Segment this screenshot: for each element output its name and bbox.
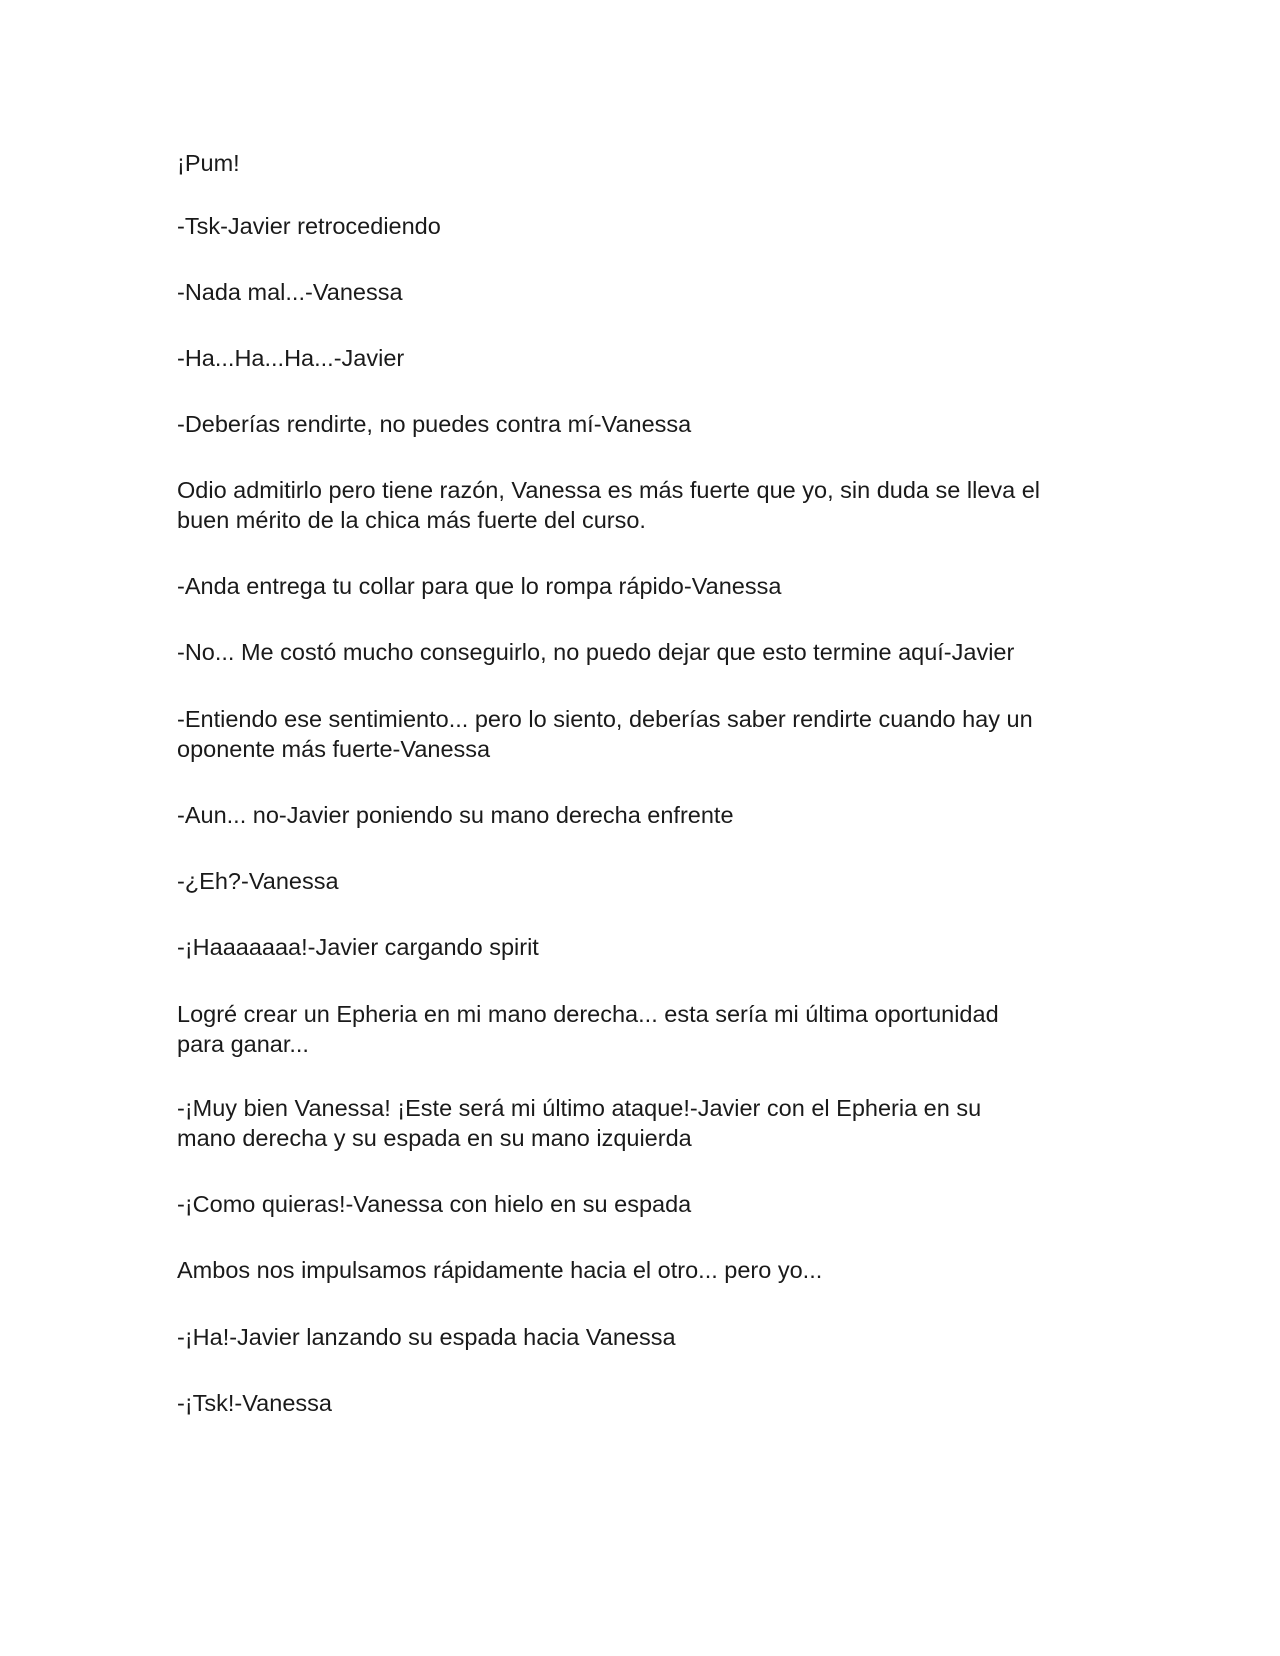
paragraph-13: [177, 999, 1117, 1059]
paragraph-6: [177, 475, 1117, 535]
paragraph-9: [177, 704, 1117, 764]
paragraph-1: ¡Pum!: [177, 150, 240, 176]
paragraph-14-line-2: mano derecha y su espada en su mano izquierda: [177, 1125, 692, 1151]
paragraph-5: -Deberías rendirte, no puedes contra mí-Vanessa: [177, 411, 692, 437]
paragraph-4: -Ha...Ha...Ha...-Javier: [177, 345, 405, 371]
paragraph-18: -¡Tsk!-Vanessa: [177, 1390, 332, 1416]
paragraph-10: -Aun... no-Javier poniendo su mano derecha enfrente: [177, 802, 734, 828]
paragraph-17: -¡Ha!-Javier lanzando su espada hacia Vanessa: [177, 1324, 676, 1350]
paragraph-14: [177, 1093, 1117, 1153]
paragraph-12: -¡Haaaaaaa!-Javier cargando spirit: [177, 934, 539, 960]
paragraph-16: Ambos nos impulsamos rápidamente hacia el otro... pero yo...: [177, 1257, 823, 1283]
paragraph-15: -¡Como quieras!-Vanessa con hielo en su espada: [177, 1191, 692, 1217]
paragraph-3: -Nada mal...-Vanessa: [177, 279, 403, 305]
paragraph-14-line-1: -¡Muy bien Vanessa! ¡Este será mi último ataque!-Javier con el Epheria en su: [177, 1095, 982, 1121]
paragraph-7: -Anda entrega tu collar para que lo rompa rápido-Vanessa: [177, 573, 782, 599]
paragraph-11: -¿Eh?-Vanessa: [177, 868, 339, 894]
paragraph-13-line-1: Logré crear un Epheria en mi mano derecha... esta sería mi última oportunidad: [177, 1001, 999, 1027]
paragraph-6-line-2: buen mérito de la chica más fuerte del curso.: [177, 507, 646, 533]
paragraph-8: -No... Me costó mucho conseguirlo, no puedo dejar que esto termine aquí-Javier: [177, 639, 1015, 665]
paragraph-9-line-2: oponente más fuerte-Vanessa: [177, 736, 491, 762]
paragraph-9-line-1: -Entiendo ese sentimiento... pero lo siento, deberías saber rendirte cuando hay un: [177, 706, 1033, 732]
paragraph-2: -Tsk-Javier retrocediendo: [177, 213, 441, 239]
paragraph-13-line-2: para ganar...: [177, 1031, 309, 1057]
paragraph-6-line-1: Odio admitirlo pero tiene razón, Vanessa es más fuerte que yo, sin duda se lleva el: [177, 477, 1041, 503]
